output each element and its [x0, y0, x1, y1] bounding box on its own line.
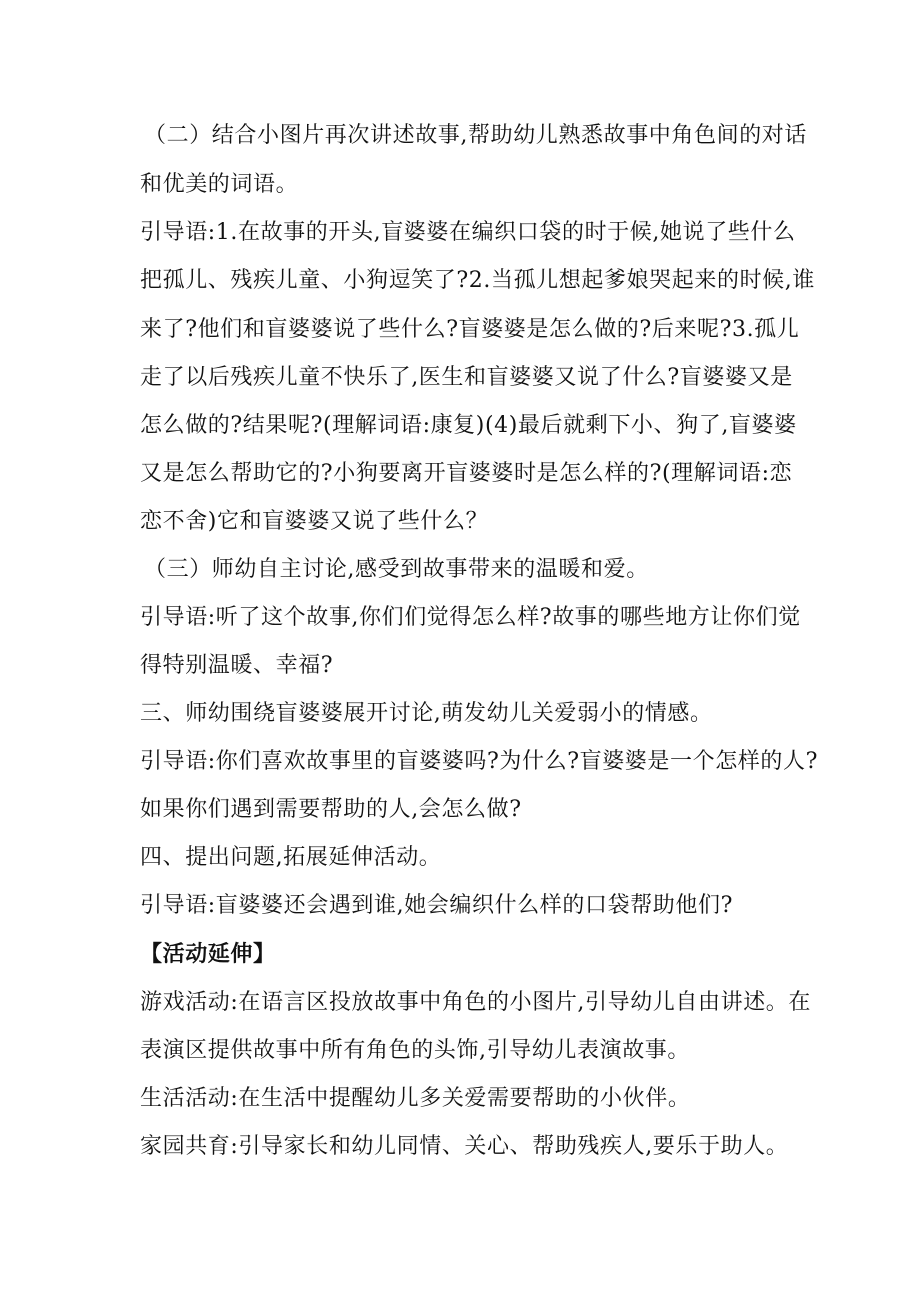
paragraph-line: 生活活动:在生活中提醒幼儿多关爱需要帮助的小伙伴。 — [140, 1086, 691, 1111]
paragraph-line: 如果你们遇到需要帮助的人,会怎么做? — [140, 797, 522, 822]
paragraph-line: 怎么做的?结果呢?(理解词语:康复)(4)最后就剩下小、狗了,盲婆婆 — [140, 413, 797, 438]
paragraph-line: 把孤儿、残疾儿童、小狗逗笑了?2.当孤儿想起爹娘哭起来的时候,谁 — [140, 268, 815, 293]
paragraph-line: 得特别温暖、幸福? — [140, 653, 334, 678]
paragraph-line: 引导语:1.在故事的开头,盲婆婆在编织口袋的时于候,她说了些什么 — [140, 220, 796, 245]
paragraph-line: 引导语:听了这个故事,你们们觉得怎么样?故事的哪些地方让你们觉 — [140, 605, 801, 630]
paragraph-line: 引导语:盲婆婆还会遇到谁,她会编织什么样的口袋帮助他们? — [140, 893, 734, 918]
paragraph-line: 游戏活动:在语言区投放故事中角色的小图片,引导幼儿自由讲述。在 — [140, 990, 812, 1015]
paragraph-line: 表演区提供故事中所有角色的头饰,引导幼儿表演故事。 — [140, 1038, 690, 1063]
paragraph-line: 和优美的词语。 — [140, 172, 299, 197]
section-heading-three: （三）师幼自主讨论,感受到故事带来的温暖和爱。 — [144, 557, 649, 582]
paragraph-line: 引导语:你们喜欢故事里的盲婆婆吗?为什么?盲婆婆是一个怎样的人? — [140, 749, 818, 774]
paragraph-line: 家园共育:引导家长和幼儿同情、关心、帮助残疾人,要乐于助人。 — [140, 1134, 789, 1159]
section-heading-part-four: 四、提出问题,拓展延伸活动。 — [140, 845, 442, 870]
section-heading-two: （二）结合小图片再次讲述故事,帮助幼儿熟悉故事中角色间的对话 — [144, 123, 807, 148]
paragraph-line: 走了以后残疾儿童不快乐了,医生和盲婆婆又说了什么?盲婆婆又是 — [140, 365, 793, 390]
paragraph-line: 又是怎么帮助它的?小狗要离开盲婆婆时是怎么样的?(理解词语:恋 — [140, 461, 793, 486]
activity-extension-heading: 【活动延伸】 — [140, 942, 276, 967]
paragraph-line: 恋不舍)它和盲婆婆又说了些什么？ — [140, 509, 489, 534]
paragraph-line: 来了?他们和盲婆婆说了些什么?盲婆婆是怎么做的?后来呢?3.孤儿 — [140, 317, 800, 342]
section-heading-part-three: 三、师幼围绕盲婆婆展开讨论,萌发幼儿关爱弱小的情感。 — [140, 701, 713, 726]
